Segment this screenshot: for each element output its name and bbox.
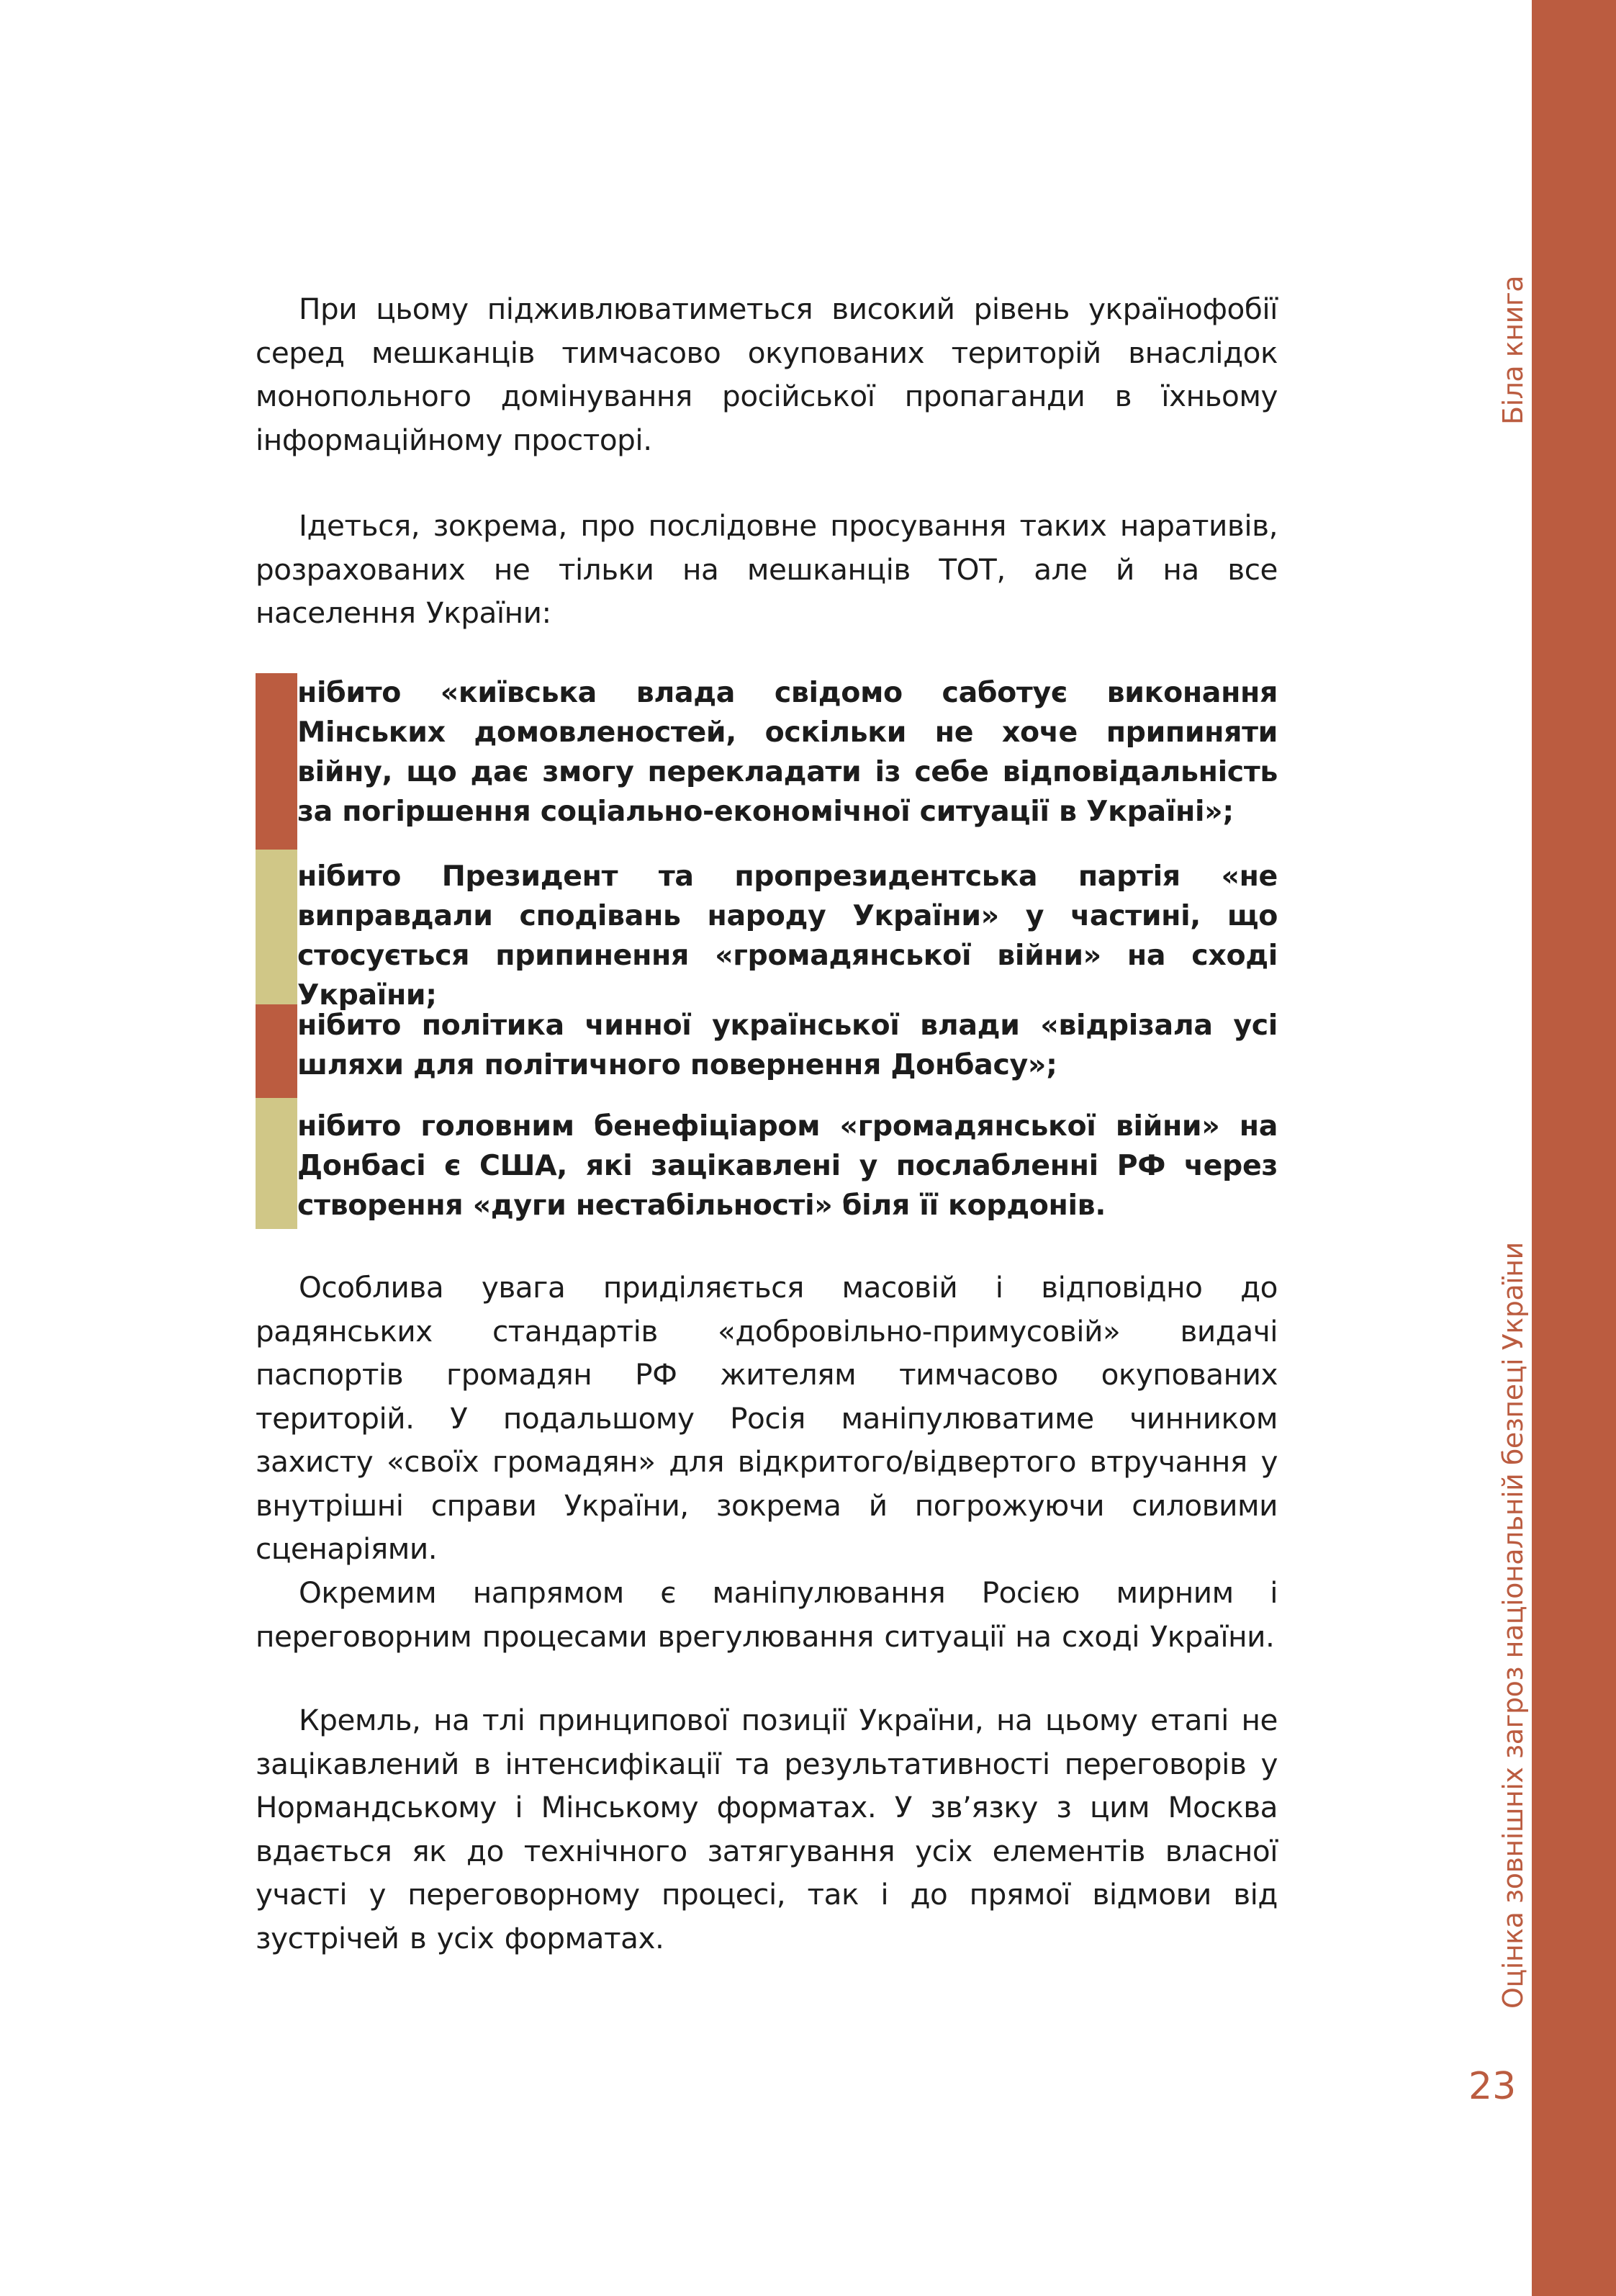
bullet-marker: [256, 850, 297, 1004]
bullet-text: нібито «київська влада свідомо саботує виконання Мінських домовленостей, оскільки не хоче припиняти війну, що дає змогу перекладати із себе відповідальність за погіршення соціально-економічної ситуації в Україні»;: [297, 676, 1278, 828]
list-item: [256, 1098, 1278, 1229]
running-header-title: Оцінка зовнішніх загроз національній безпеці України: [1497, 1242, 1529, 2009]
bullet-text: нібито політика чинної української влади «відрізала усі шляхи для політичного повернення Донбасу»;: [297, 1009, 1278, 1081]
paragraph-1-block: [256, 287, 1278, 462]
body-paragraph: Особлива увага приділяється масовій і відповідно до радянських стандартів «добровільно-примусовій» видачі паспортів громадян РФ жителям тимчасово окупованих територій. У подальшому Росія маніпулюватиме чинником захисту «своїх громадян» для відкритого/відвертого втручання у внутрішні справи України, зокрема й погрожуючи силовими сценаріями.: [256, 1270, 1278, 1566]
bullet-marker: [256, 1004, 297, 1098]
bullet-marker: [256, 1098, 297, 1229]
paragraph-2-block: [256, 504, 1278, 635]
paragraph-5-block: [256, 1698, 1278, 1960]
page-number: 23: [1468, 2065, 1517, 2108]
body-paragraph: При цьому підживлюватиметься високий рівень українофобії серед мешканців тимчасово окупованих територій внаслідок монопольного домінування російської пропаганди в їхньому інформаційному просторі.: [256, 292, 1278, 457]
paragraph-4-block: [256, 1571, 1278, 1658]
list-item: [256, 1004, 1278, 1098]
list-item: [256, 850, 1278, 1012]
body-paragraph: Кремль, на тлі принципової позиції України, на цьому етапі не зацікавлений в інтенсифікації та результативності переговорів у Нормандському і Мінському форматах. У зв’язку з цим Москва вдається як до технічного затягування усіх елементів власної участі у переговорному процесі, так і до прямої відмови від зустрічей в усіх форматах.: [256, 1703, 1278, 1955]
bullet-text: нібито головним бенефіціаром «громадянської війни» на Донбасі є США, які зацікавлені у послабленні РФ через створення «дуги нестабільності» біля її кордонів.: [297, 1109, 1278, 1222]
bullet-marker: [256, 673, 297, 850]
paragraph-3-block: [256, 1266, 1278, 1571]
bullet-text: нібито Президент та пропрезидентська партія «не виправдали сподівань народу України» у частині, що стосується припинення «громадянської війни» на сході України;: [297, 860, 1278, 1012]
list-item: [256, 673, 1278, 850]
body-paragraph: Окремим напрямом є маніпулювання Росією мирним і переговорним процесами врегулювання ситуації на сході України.: [256, 1575, 1278, 1654]
running-header-book: Біла книга: [1497, 275, 1529, 425]
body-paragraph: Ідеться, зокрема, про послідовне просування таких наративів, розрахованих не тільки на мешканців ТОТ, але й на все населення України:: [256, 508, 1278, 630]
side-accent-strip: [1532, 0, 1616, 2296]
